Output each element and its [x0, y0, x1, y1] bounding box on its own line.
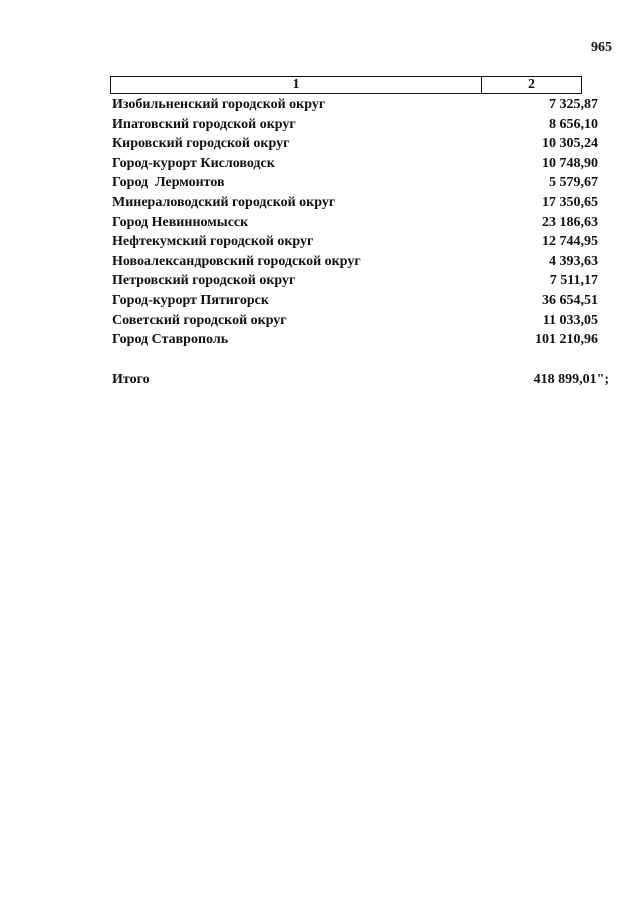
- row-name: Город Ставрополь: [112, 332, 229, 348]
- row-value: 12 744,95: [542, 234, 598, 250]
- table-row: [112, 173, 598, 193]
- table-row: [112, 95, 598, 115]
- row-name: Нефтекумский городской округ: [112, 234, 314, 250]
- column-header-2: 2: [528, 77, 535, 92]
- row-value: 17 350,65: [542, 194, 598, 210]
- table-row: [112, 271, 598, 291]
- row-value: 36 654,51: [542, 292, 598, 308]
- row-name: Советский городской округ: [112, 312, 287, 328]
- row-name: Город-курорт Кисловодск: [112, 155, 275, 171]
- row-name: Минераловодский городской округ: [112, 194, 336, 210]
- page-number: 965: [591, 40, 612, 55]
- table-row: [112, 154, 598, 174]
- row-value: 101 210,96: [535, 332, 598, 348]
- row-value: 7 511,17: [549, 273, 598, 289]
- row-name: Кировский городской округ: [112, 136, 290, 152]
- table-row: [112, 213, 598, 233]
- row-value: 11 033,05: [542, 312, 598, 328]
- row-name: Изобильненский городской округ: [112, 97, 326, 112]
- row-value: 10 748,90: [542, 155, 598, 171]
- table-row: [112, 115, 598, 135]
- row-value: 7 325,87: [549, 97, 598, 112]
- row-value: 10 305,24: [542, 136, 598, 152]
- table-body: [112, 95, 598, 350]
- table-row: [112, 193, 598, 213]
- column-header-1: 1: [111, 77, 482, 93]
- table-row: [112, 291, 598, 311]
- table-row: [112, 330, 598, 350]
- row-name: Город-курорт Пятигорск: [112, 292, 269, 308]
- table-row: [112, 134, 598, 154]
- table-row: [112, 311, 598, 331]
- table-header: [110, 76, 582, 94]
- row-name: Ипатовский городской округ: [112, 116, 296, 132]
- row-name: Город Лермонтов: [112, 175, 225, 191]
- table-row: [112, 232, 598, 252]
- row-value: 4 393,63: [549, 253, 598, 269]
- row-value: 5 579,67: [549, 175, 598, 191]
- row-value: 23 186,63: [542, 214, 598, 230]
- total-row: [112, 370, 609, 389]
- row-name: Город Невинномысск: [112, 214, 249, 230]
- row-name: Новоалександровский городской округ: [112, 253, 361, 269]
- row-name: Петровский городской округ: [112, 273, 296, 289]
- total-label: Итого: [112, 372, 150, 387]
- total-value: 418 899,01";: [533, 372, 609, 387]
- table-row: [112, 252, 598, 272]
- row-value: 8 656,10: [549, 116, 598, 132]
